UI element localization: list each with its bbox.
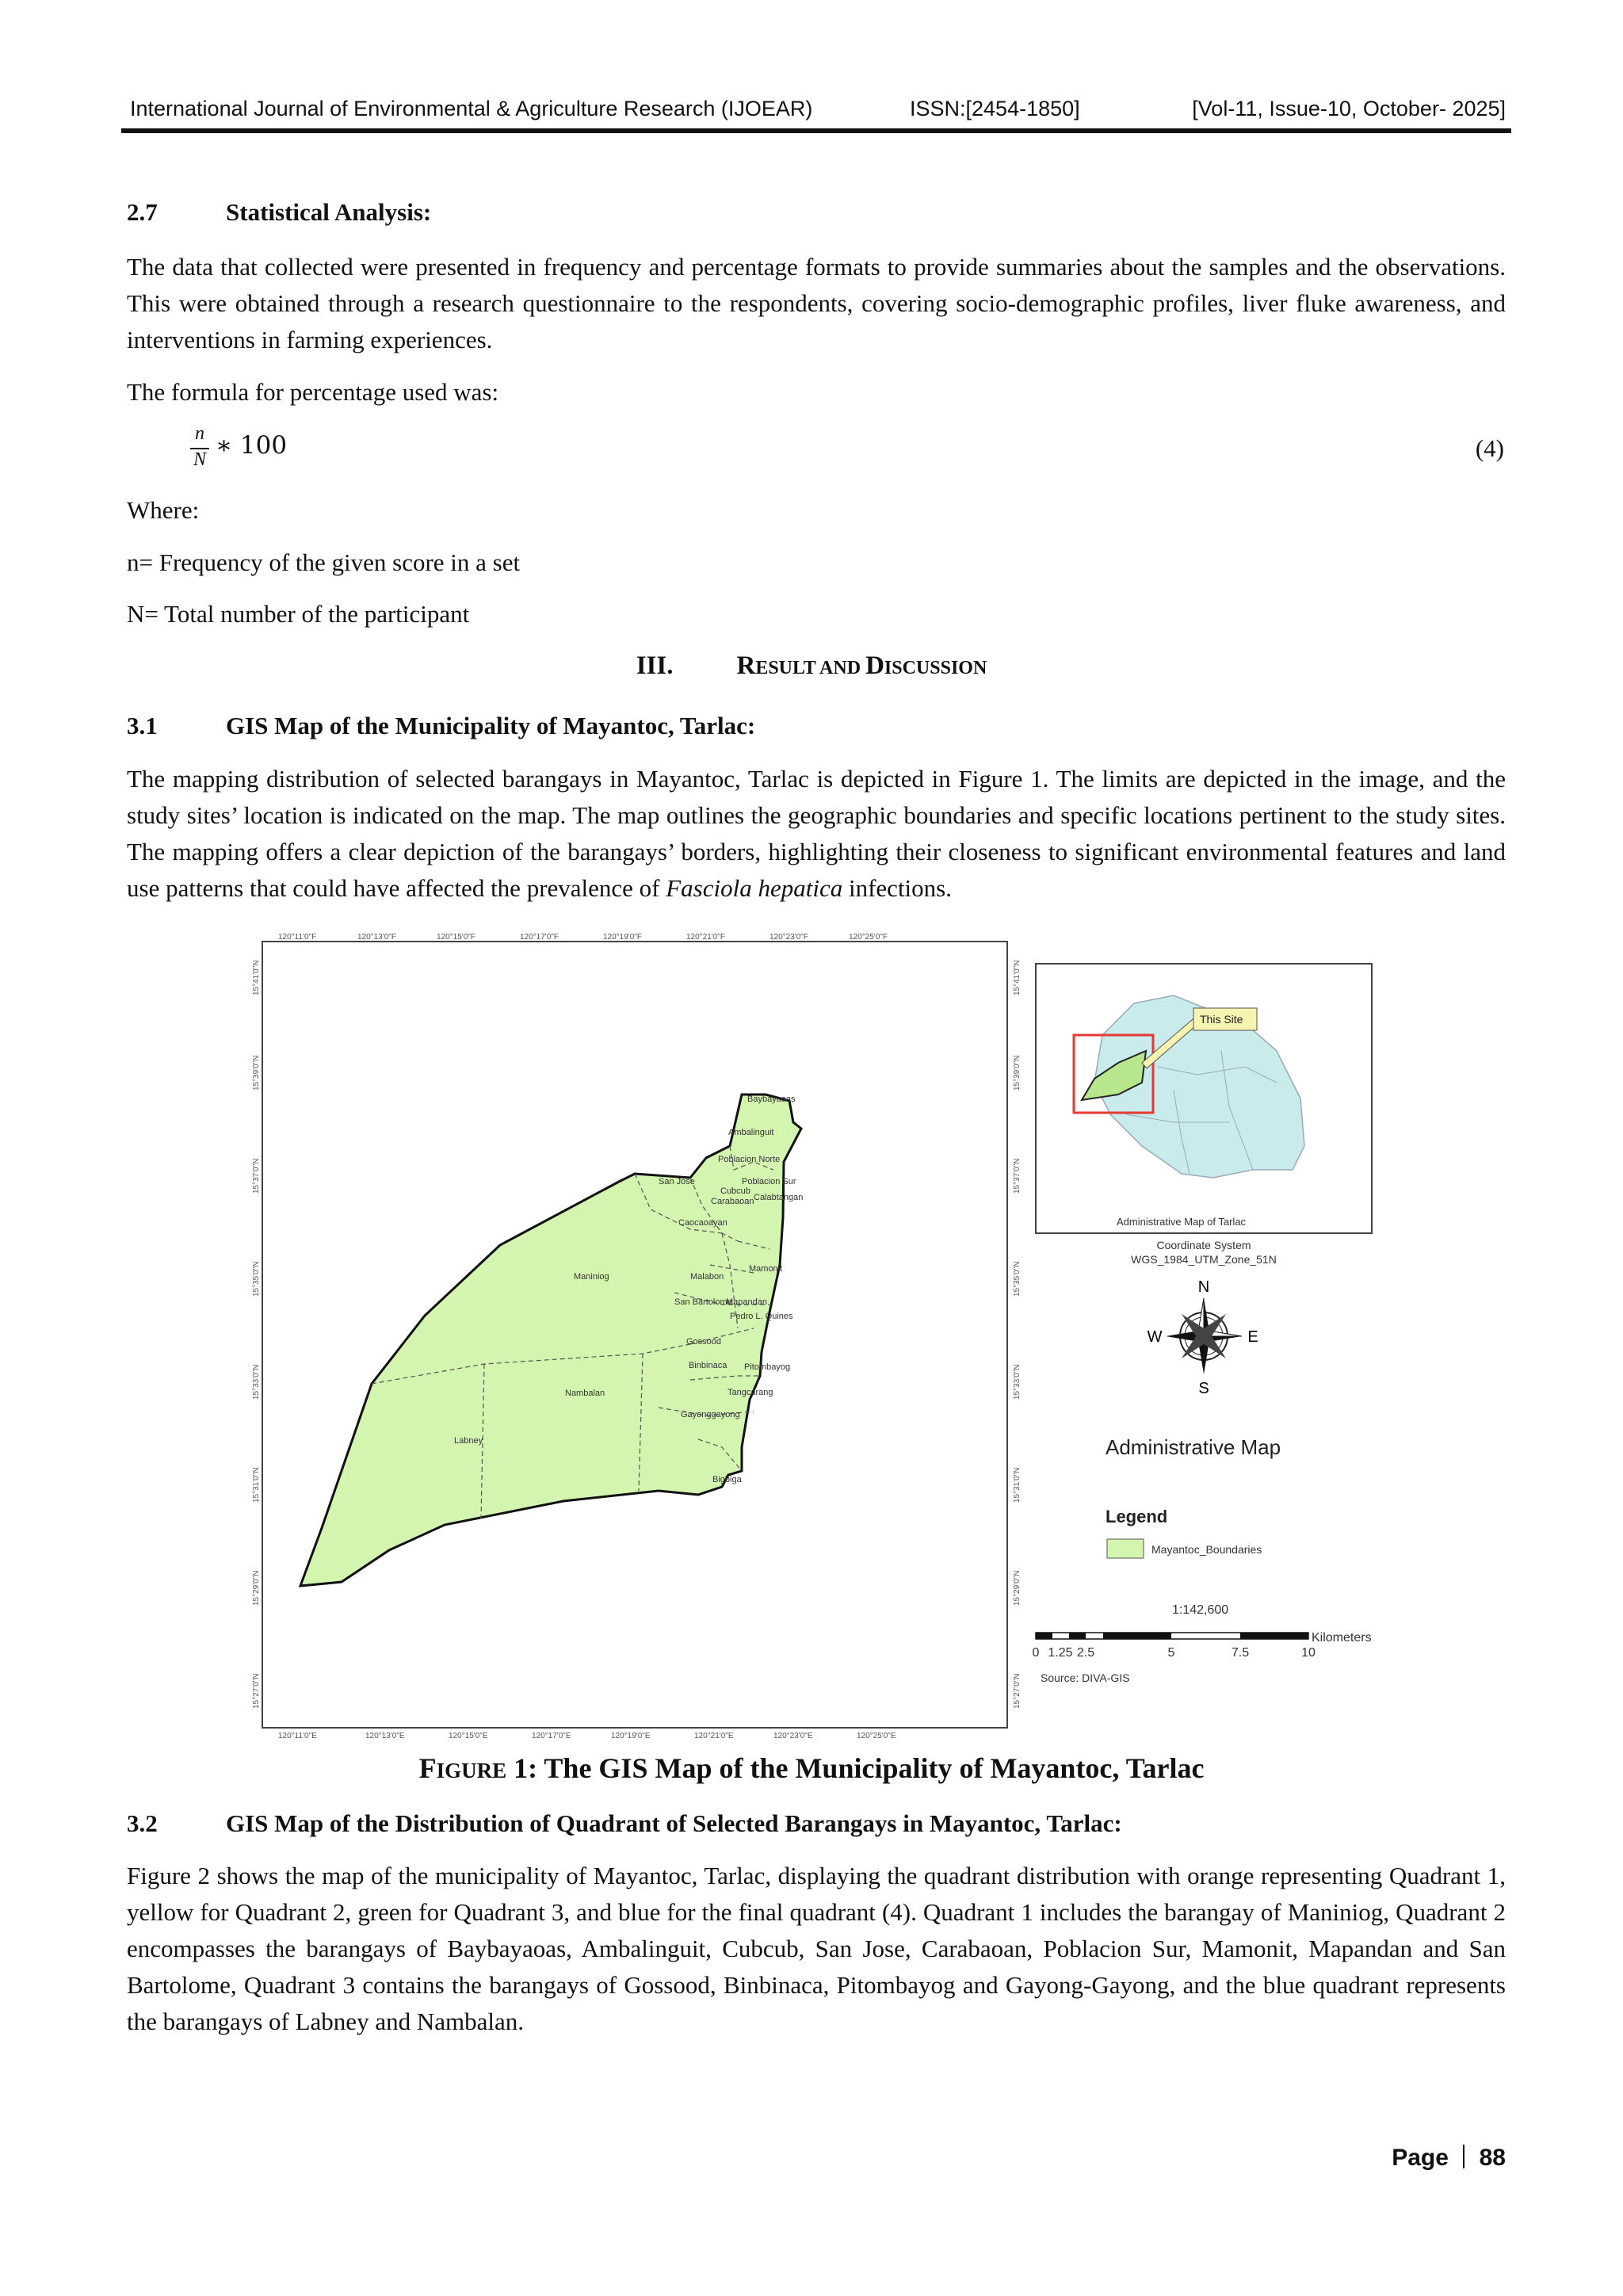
barangay-label: Maniniog [574, 1272, 609, 1282]
running-header [127, 97, 1506, 132]
caption-igure: IGURE [436, 1759, 507, 1782]
tick-label: 15°37'0"N [1013, 1158, 1022, 1194]
barangay-label: Poblacion Sur [742, 1177, 796, 1186]
scale-tick: 2.5 [1076, 1646, 1095, 1660]
barangay-label: Gossood [686, 1337, 722, 1347]
equation-number: (4) [1475, 434, 1504, 462]
tick-label: 120°11'0"F [278, 933, 317, 942]
formula-denominator: N [193, 449, 206, 470]
this-site-label: This Site [1200, 1013, 1243, 1026]
footer-divider [1463, 2145, 1465, 2168]
tick-label: 120°21'0"E [694, 1732, 734, 1740]
gis-map-figure [246, 932, 1396, 1740]
bottom-tick-labels [278, 1732, 896, 1740]
tick-label: 15°35'0"N [252, 1261, 261, 1297]
tick-label: 120°19'0"F [603, 933, 642, 942]
section-number: 3.2 [127, 1809, 158, 1837]
formula-intro: The formula for percentage used was: [127, 378, 499, 406]
tick-label: 120°11'0"E [278, 1732, 317, 1740]
right-tick-labels [1013, 961, 1022, 1710]
barangay-label: Bigbiga [712, 1475, 742, 1484]
compass-e: E [1247, 1328, 1258, 1346]
figure-1-caption [0, 1752, 1623, 1785]
tick-label: 120°17'0"E [532, 1732, 571, 1740]
page-number: 88 [1479, 2145, 1506, 2171]
tick-label: 120°13'0"F [357, 933, 396, 942]
chapter-title-esult: ESULT AND [755, 658, 866, 678]
tick-label: 15°31'0"N [252, 1467, 261, 1503]
tick-label: 15°33'0"N [252, 1364, 261, 1400]
header-rule [121, 128, 1511, 133]
tick-label: 120°15'0"F [437, 933, 475, 942]
barangay-label: Tangcarang [727, 1388, 773, 1397]
scale-ratio: 1:142,600 [1172, 1603, 1229, 1617]
scale-unit: Kilometers [1312, 1631, 1372, 1645]
formula-multiplier: ∗ 100 [216, 431, 288, 460]
formula-numerator: n [195, 423, 204, 444]
section-number: 3.1 [127, 712, 158, 739]
barangay-label: San Bartolome [674, 1297, 732, 1307]
tick-label: 15°33'0"N [1013, 1364, 1022, 1400]
caption-f: F [418, 1752, 437, 1784]
barangay-label: Labney [454, 1436, 483, 1446]
top-tick-labels [278, 933, 888, 942]
barangay-label: Calabtangan [754, 1193, 804, 1202]
chapter-title-d: D [865, 651, 884, 680]
chapter-numeral: III. [636, 651, 674, 680]
compass-n: N [1197, 1278, 1210, 1296]
tick-label: 120°15'0"E [449, 1732, 488, 1740]
chapter-title-iscussion: ISCUSSION [884, 658, 987, 678]
map-title: Administrative Map [1106, 1435, 1281, 1459]
section-number: 2.7 [127, 198, 158, 226]
legend-swatch [1107, 1539, 1144, 1558]
definition-N: N= Total number of the participant [127, 600, 470, 628]
scale-bar [1036, 1633, 1308, 1639]
gis-map-paragraph [127, 761, 1506, 907]
tick-label: 15°39'0"N [1013, 1055, 1022, 1091]
tick-label: 15°39'0"N [252, 1055, 261, 1091]
section-title: Statistical Analysis: [226, 198, 432, 226]
inset-caption: Administrative Map of Tarlac [1117, 1216, 1247, 1228]
caption-rest: 1: The GIS Map of the Municipality of Mayantoc, Tarlac [506, 1752, 1205, 1784]
map-svg [246, 932, 1396, 1740]
page-label: Page [1392, 2145, 1449, 2171]
legend-title: Legend [1106, 1507, 1168, 1526]
section-heading-2-7 [127, 198, 431, 227]
tick-label: 15°29'0"N [1013, 1570, 1022, 1606]
map-source: Source: DIVA-GIS [1041, 1671, 1130, 1684]
quadrant-paragraph: Figure 2 shows the map of the municipality of Mayantoc, Tarlac, displaying the quadrant distribution with orange representing Quadrant 1, yellow for Quadrant 2, green for Quadrant 3, and blue for the final quadrant (4). Quadrant 1 includes the barangay of Maniniog, Quadrant 2 encompasses the barangays of Baybayaoas, Ambalinguit, Cubcub, San Jose, Carabaoan, Poblacion Sur, Mamonit, Mapandan and San Bartolome, Quadrant 3 contains the barangays of Gossood, Binbinaca, Pitombayog and Gayong-Gayong, and the blue quadrant represents the barangays of Labney and Nambalan. [127, 1862, 1506, 2035]
journal-name: International Journal of Environmental & Agriculture Research (IJOEAR) [130, 97, 813, 120]
coordinate-system-name: WGS_1984_UTM_Zone_51N [1131, 1253, 1277, 1266]
tick-label: 15°35'0"N [1013, 1261, 1022, 1297]
barangay-label: Mapandan [726, 1297, 767, 1307]
scale-tick: 1.25 [1048, 1646, 1073, 1660]
tick-label: 15°37'0"N [252, 1158, 261, 1194]
tick-label: 120°23'0"F [769, 933, 808, 942]
section-heading-3-1 [127, 712, 755, 740]
barangay-label: Caocaoayan [678, 1218, 727, 1228]
barangay-label: Ambalinguit [728, 1128, 774, 1137]
barangay-label: Baybayaoas [747, 1095, 796, 1104]
barangay-label: Pedro L. Quines [730, 1312, 793, 1321]
scale-tick: 5 [1167, 1646, 1175, 1660]
left-tick-labels [252, 961, 261, 1710]
legend-item: Mayantoc_Boundaries [1151, 1543, 1262, 1556]
section-title: GIS Map of the Distribution of Quadrant of Selected Barangays in Mayantoc, Tarlac: [226, 1809, 1122, 1837]
compass-w: W [1147, 1328, 1163, 1346]
barangay-label: San Jose [659, 1177, 695, 1186]
issn: ISSN:[2454-1850] [910, 97, 1080, 120]
where-label: Where: [127, 496, 200, 524]
tick-label: 120°25'0"F [849, 933, 888, 942]
barangay-label: Poblacion Norte [718, 1155, 781, 1164]
barangay-label: Carabaoan [711, 1197, 754, 1206]
compass-s: S [1198, 1380, 1209, 1397]
tick-label: 120°23'0"E [773, 1732, 813, 1740]
chapter-heading [0, 651, 1623, 681]
scale-tick: 7.5 [1231, 1646, 1250, 1660]
tick-label: 15°27'0"N [252, 1673, 261, 1709]
compass-rose-icon [1148, 1278, 1258, 1397]
tick-label: 120°19'0"E [611, 1732, 651, 1740]
barangay-label: Cubcub [720, 1186, 750, 1196]
barangay-label: Malabon [690, 1272, 724, 1282]
scale-tick: 10 [1301, 1646, 1316, 1660]
statistical-analysis-paragraph: The data that collected were presented in frequency and percentage formats to provide summaries about the samples and the observations. This were obtained through a research questionnaire to the respondents, covering socio-demographic profiles, liver fluke awareness, and interventions in farming experiences. [127, 253, 1506, 353]
barangay-label: Mamonit [749, 1264, 783, 1274]
barangay-label: Gayonggayong [681, 1410, 740, 1419]
chapter-title-r: R [736, 651, 756, 680]
tick-label: 15°31'0"N [1013, 1467, 1022, 1503]
definition-n: n= Frequency of the given score in a set [127, 548, 521, 576]
section-heading-3-2 [127, 1809, 1122, 1838]
volume-info: [Vol-11, Issue-10, October- 2025] [1192, 97, 1506, 120]
page-footer [1392, 2145, 1506, 2172]
barangay-label: Pitombayog [744, 1362, 791, 1372]
barangay-label: Binbinaca [689, 1361, 727, 1370]
tick-label: 15°27'0"N [1013, 1673, 1022, 1709]
tick-label: 120°25'0"E [857, 1732, 896, 1740]
scale-tick-labels [1033, 1646, 1316, 1660]
coordinate-system-label: Coordinate System [1156, 1239, 1251, 1251]
scale-tick: 0 [1032, 1646, 1040, 1660]
gis-map-text: The mapping distribution of selected barangays in Mayantoc, Tarlac is depicted in Figure 1. The limits are depicted in the image, and the study sites’ location is indicated on the map. The map outlines the geographic boundaries and specific locations pertinent to the study sites. The mapping offers a clear depiction of the barangays’ borders, highlighting their closeness to significant environmental features and land use patterns that could have affected the prevalence of [127, 765, 1506, 902]
tick-label: 15°29'0"N [252, 1570, 261, 1606]
tick-label: 120°17'0"F [520, 933, 559, 942]
barangay-label: Nambalan [565, 1389, 605, 1398]
section-title: GIS Map of the Municipality of Mayantoc, Tarlac: [226, 712, 756, 739]
tick-label: 120°13'0"E [365, 1732, 405, 1740]
tick-label: 15°41'0"N [252, 960, 261, 995]
tick-label: 120°21'0"F [686, 933, 725, 942]
gis-map-text-end: infections. [848, 874, 952, 902]
tick-label: 15°41'0"N [1013, 960, 1022, 995]
species-name: Fasciola hepatica [666, 874, 843, 902]
